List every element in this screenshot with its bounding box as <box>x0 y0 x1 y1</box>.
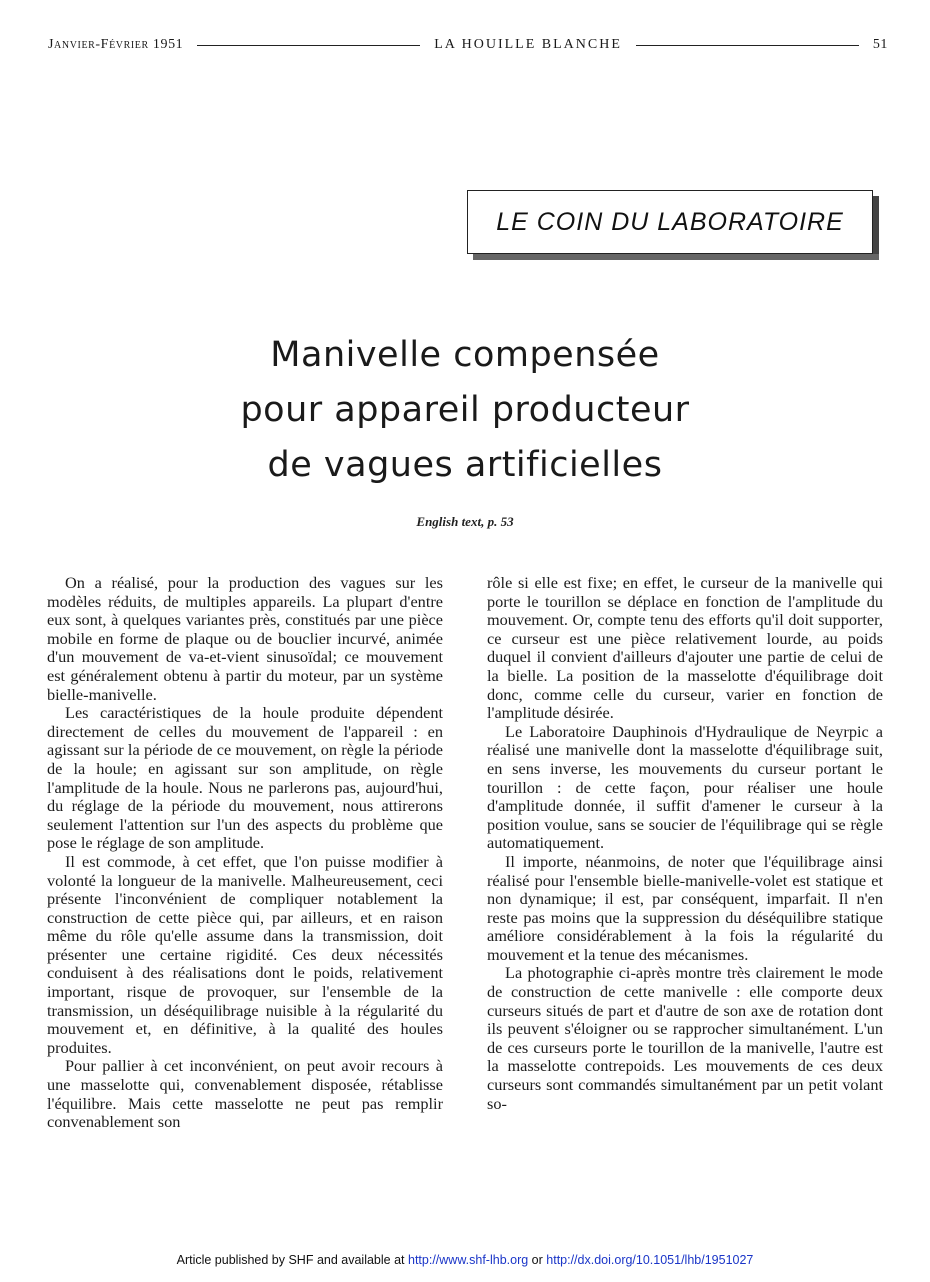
journal-name: LA HOUILLE BLANCHE <box>434 37 622 52</box>
right-column <box>487 574 883 1113</box>
paragraph: Il importe, néanmoins, de noter que l'équilibrage ainsi réalisé pour l'ensemble bielle-manivelle-volet est statique et non dynamique; il est, par conséquent, imparfait. Il n'en reste pas moins que la suppression du déséquilibre statique améliore considérablement à la fois la régularité du mouvement et la tenue des mécanismes. <box>487 851 883 964</box>
doi-link[interactable]: http://dx.doi.org/10.1051/lhb/1951027 <box>546 1253 754 1267</box>
title-line: pour appareil producteur <box>240 390 690 430</box>
footer-prefix: Article published by SHF and available at <box>176 1253 408 1267</box>
paragraph: La photographie ci-après montre très clairement le mode de construction de cette manivelle : elle comporte deux curseurs situés de part et d'autre de son axe de rotation dont ils peuvent s'éloigner ou se rapprocher simultanément. L'un de ces curseurs porte le tourillon de la manivelle, l'autre est la masselotte contrepoids. Les mouvements de ces deux curseurs sont commandés simultanément par un petit volant so- <box>487 963 883 1113</box>
section-rubric: LE COIN DU LABORATOIRE <box>467 190 873 254</box>
footer-middle: or <box>528 1253 547 1267</box>
left-column <box>47 574 443 1132</box>
paragraph: rôle si elle est fixe; en effet, le curseur de la manivelle qui porte le tourillon se déplace en fonction de l'amplitude du mouvement. Or, compte tenu des efforts qu'il doit supporter, ce curseur est une pièce relativement lourde, au poids duquel il convient d'ailleurs d'ajouter une partie de celui de la bielle. La position de la masselotte d'équilibrage doit donc, comme celle du curseur, varier en fonction de l'amplitude désirée. <box>487 573 883 723</box>
rubric-shadow-bottom <box>473 254 879 260</box>
issue-date: Janvier-Février 1951 <box>48 37 184 52</box>
paragraph: Les caractéristiques de la houle produite dépendent directement de celles du mouvement de l'appareil : en agissant sur la période de ce mouvement, on règle la période de la houle; en agissant sur son amplitude, on règle l'amplitude de la houle. Nous ne parlerons pas, aujourd'hui, du réglage de la période du mouvement, nous attirerons seulement l'attention sur l'un des aspects du problème que pose le réglage de son amplitude. <box>47 703 443 853</box>
title-line: Manivelle compensée <box>270 335 660 375</box>
paragraph: On a réalisé, pour la production des vagues sur les modèles réduits, de multiples appareils. La plupart d'entre eux sont, à quelques variantes près, constitués par une pièce mobile en forme de plaque ou de bouclier incurvé, animée d'un mouvement de va-et-vient sinusoïdal; ce mouvement est généralement obtenu à partir du moteur, par un système bielle-manivelle. <box>47 573 443 704</box>
publication-footer <box>0 1253 930 1267</box>
english-text-reference: English text, p. 53 <box>416 514 514 529</box>
rubric-shadow-right <box>873 196 879 260</box>
header-rule-right <box>636 45 859 46</box>
paragraph: Il est commode, à cet effet, que l'on puisse modifier à volonté la longueur de la manivelle. Malheureusement, ceci présente l'inconvénient de compliquer notablement la construction de cette pièce qui, par ailleurs, et en raison même du rôle qu'elle assume dans la transmission, doit présenter une certaine rigidité. Ces deux nécessités conduisent à des réalisations dont le poids, relativement important, risque de provoquer, sur l'ensemble de la transmission, un déséquilibrage nuisible à la régularité du mouvement et, en définitive, à la qualité des houles produites. <box>47 851 443 1057</box>
article-title <box>0 328 930 493</box>
paragraph: Le Laboratoire Dauphinois d'Hydraulique de Neyrpic a réalisé une manivelle dont la masselotte d'équilibrage suit, en sens inverse, les mouvements du curseur portant le tourillon : de cette façon, pour réaliser une houle d'amplitude donnée, il suffit d'amener le curseur à la position voulue, sans se soucier de l'équilibrage qui se règle automatiquement. <box>487 721 883 853</box>
title-line: de vagues artificielles <box>267 445 663 485</box>
paragraph: Pour pallier à cet inconvénient, on peut avoir recours à une masselotte qui, convenablement disposée, rétablisse l'équilibre. Mais cette masselotte ne peut pas remplir convenablement son <box>47 1056 443 1132</box>
shf-link[interactable]: http://www.shf-lhb.org <box>408 1253 529 1267</box>
header-rule-left <box>197 45 420 46</box>
page-number: 51 <box>872 37 889 52</box>
running-header <box>48 34 888 56</box>
